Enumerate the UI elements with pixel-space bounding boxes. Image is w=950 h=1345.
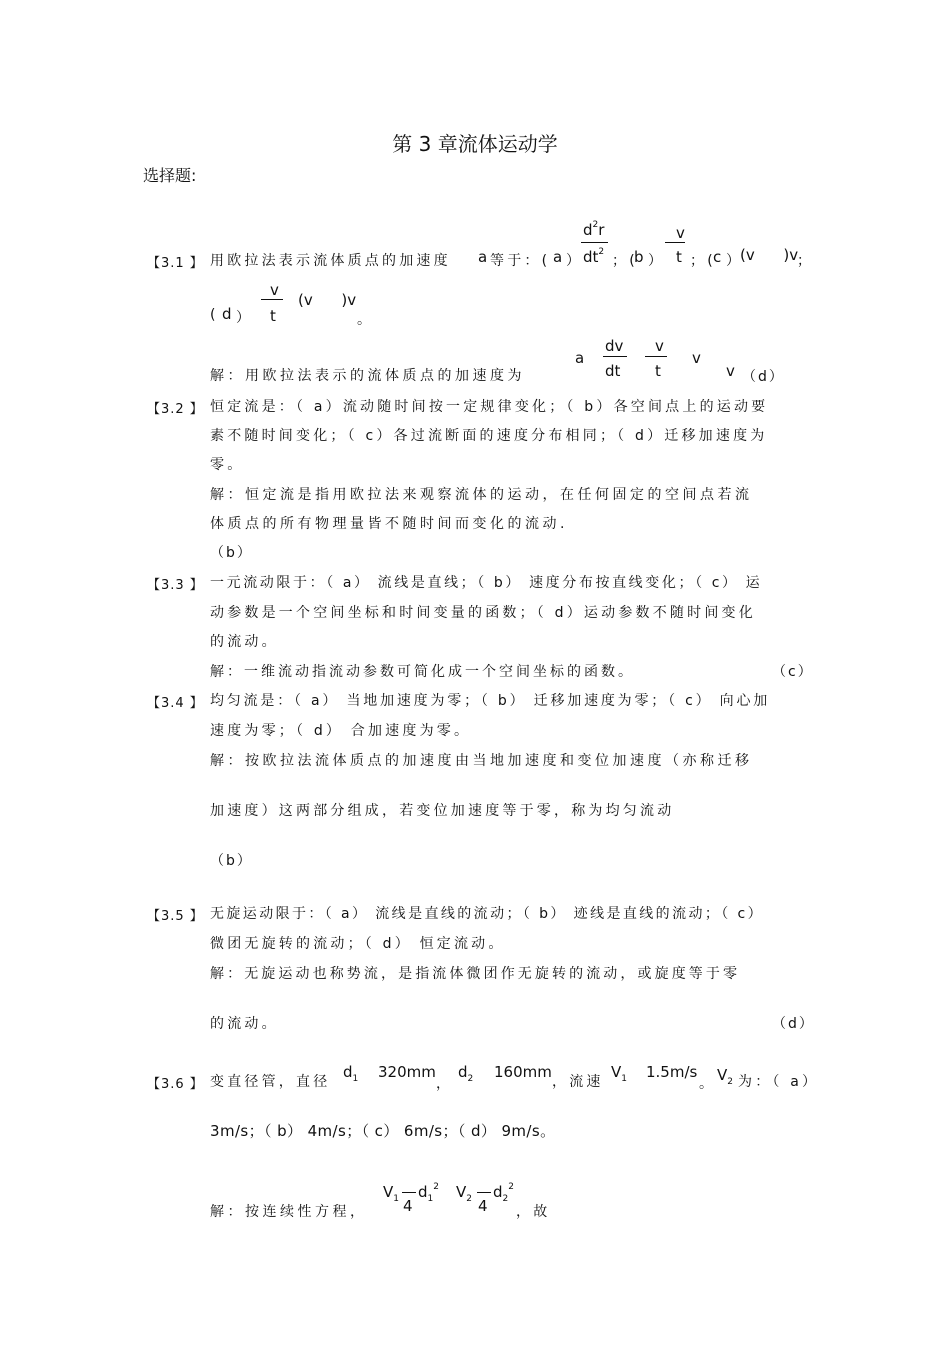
- solution-line: 解：恒定流是指用欧拉法来观察流体的运动，在任何固定的空间点若流: [210, 487, 753, 503]
- diameter-2-symbol: $d_2$: [458, 1063, 474, 1084]
- paren-close: ）: [648, 253, 666, 269]
- solution-v: v: [692, 349, 701, 367]
- answer: （b）: [210, 853, 253, 869]
- fraction-numerator: v: [676, 224, 685, 242]
- question-number: 【3.6 】: [147, 1077, 204, 1092]
- fraction-bar: [665, 242, 685, 243]
- comma: ，: [436, 1076, 454, 1092]
- question-number: 【3.2 】: [147, 402, 204, 417]
- solution-accel-symbol: a: [575, 349, 585, 367]
- question-line: 的流动。: [210, 634, 279, 650]
- accel-symbol: a: [478, 248, 488, 266]
- fraction-numerator: v: [270, 281, 279, 299]
- equation-four: 4: [403, 1197, 413, 1215]
- question-line: 动参数是一个空间坐标和时间变量的函数；（ d）运动参数不随时间变化: [210, 605, 756, 621]
- solution-line: 解：一维流动指流动参数可简化成一个空间坐标的函数。: [210, 664, 635, 680]
- paren-close: ）: [566, 253, 584, 269]
- fraction-bar: [581, 242, 608, 243]
- option-d-letter: d: [222, 305, 232, 323]
- option-c-expression: (v )v: [740, 246, 799, 264]
- paren-close: ）: [236, 310, 254, 326]
- answer: （b）: [210, 545, 253, 561]
- question-line: 一元流动限于：（ a） 流线是直线；（ b） 速度分布按直线变化；（ c） 运: [210, 575, 763, 591]
- question-line: 恒定流是：（ a）流动随时间按一定规律变化；（ b）各空间点上的运动要: [210, 399, 769, 415]
- question-line: 素不随时间变化；（ c）各过流断面的速度分布相同；（ d）迁移加速度为: [210, 428, 768, 444]
- equation-v2: $V_2$: [456, 1183, 472, 1204]
- option-b-letter: b: [634, 248, 644, 266]
- fraction-bar: [477, 1192, 491, 1193]
- answer-options: 3m/s；（ b） 4m/s；（ c） 6m/s；（ d） 9m/s。: [210, 1122, 556, 1140]
- question-line: 零。: [210, 457, 245, 473]
- velocity-1-symbol: $V_1$: [611, 1063, 627, 1084]
- question-stem-tail: 为：（ a）: [738, 1074, 820, 1090]
- fraction-numerator: dv: [605, 337, 624, 355]
- question-number: 【3.3 】: [147, 578, 204, 593]
- question-number: 【3.1 】: [147, 256, 204, 271]
- diameter-1-value: 320mm: [378, 1063, 436, 1081]
- diameter-1-symbol: $d_1$: [343, 1063, 359, 1084]
- fraction-bar: [603, 356, 627, 357]
- fraction-denominator: $dt^2$: [583, 247, 605, 266]
- fraction-denominator: t: [655, 362, 661, 380]
- answer: （d）: [742, 369, 785, 385]
- period: 。: [357, 312, 375, 328]
- solution-line: 解：按欧拉法流体质点的加速度由当地加速度和变位加速度（亦称迁移: [210, 753, 753, 769]
- solution-v: v: [726, 362, 735, 380]
- equation-four: 4: [478, 1197, 488, 1215]
- fraction-bar: [402, 1192, 416, 1193]
- period: 。: [699, 1076, 717, 1092]
- equation-d2: $d_2^2$: [493, 1182, 514, 1204]
- option-a-letter: a: [553, 248, 563, 266]
- velocity-1-value: 1.5m/s: [646, 1063, 698, 1081]
- fraction-numerator: $d^2r$: [583, 220, 605, 239]
- solution-line: 体质点的所有物理量皆不随时间而变化的流动.: [210, 516, 568, 532]
- solution-line: 加速度）这两部分组成，若变位加速度等于零，称为均匀流动: [210, 803, 675, 819]
- question-number: 【3.4 】: [147, 696, 204, 711]
- question-line: 速度为零；（ d） 合加速度为零。: [210, 723, 472, 739]
- page-title: 第 3 章流体运动学: [392, 132, 558, 156]
- equation-d1: $d_1^2$: [418, 1182, 439, 1204]
- separator-c: ；(: [690, 253, 716, 269]
- question-stem: 变直径管，直径: [210, 1074, 331, 1090]
- paren-close: ）: [726, 253, 744, 269]
- option-d-expression: (v )v: [298, 291, 357, 309]
- fraction-bar: [261, 299, 283, 300]
- diameter-2-value: 160mm: [494, 1063, 552, 1081]
- therefore-text: ，故: [516, 1204, 551, 1220]
- velocity-2-symbol: $V_2$: [717, 1066, 733, 1087]
- equals-text: 等于：(: [490, 253, 551, 269]
- separator-b: ；(: [612, 253, 638, 269]
- fraction-denominator: dt: [605, 362, 621, 380]
- answer: （d）: [772, 1016, 815, 1032]
- solution-line: 解：无旋运动也称势流，是指流体微团作无旋转的流动，或旋度等于零: [210, 966, 741, 982]
- fraction-numerator: v: [655, 337, 664, 355]
- answer: （c）: [772, 664, 814, 680]
- paren-open: (: [210, 307, 219, 323]
- question-line: 无旋运动限于：（ a） 流线是直线的流动；（ b） 迹线是直线的流动；（ c）: [210, 906, 765, 922]
- question-line: 微团无旋转的流动；（ d） 恒定流动。: [210, 936, 506, 952]
- section-heading: 选择题:: [143, 166, 197, 185]
- fraction-denominator: t: [676, 248, 682, 266]
- solution-line: 的流动。: [210, 1016, 279, 1032]
- flow-text: ，流速: [552, 1074, 604, 1090]
- question-number: 【3.5 】: [147, 909, 204, 924]
- solution-text: 解：按连续性方程，: [210, 1204, 368, 1220]
- option-c-letter: c: [713, 248, 722, 266]
- fraction-bar: [645, 356, 667, 357]
- equation-v1: $V_1$: [383, 1183, 399, 1204]
- question-stem: 用欧拉法表示流体质点的加速度: [210, 253, 451, 269]
- semicolon: ；: [797, 253, 815, 269]
- fraction-denominator: t: [270, 307, 276, 325]
- solution-text: 解：用欧拉法表示的流体质点的加速度为: [210, 368, 525, 384]
- question-line: 均匀流是：（ a） 当地加速度为零；（ b） 迁移加速度为零；（ c） 向心加: [210, 693, 771, 709]
